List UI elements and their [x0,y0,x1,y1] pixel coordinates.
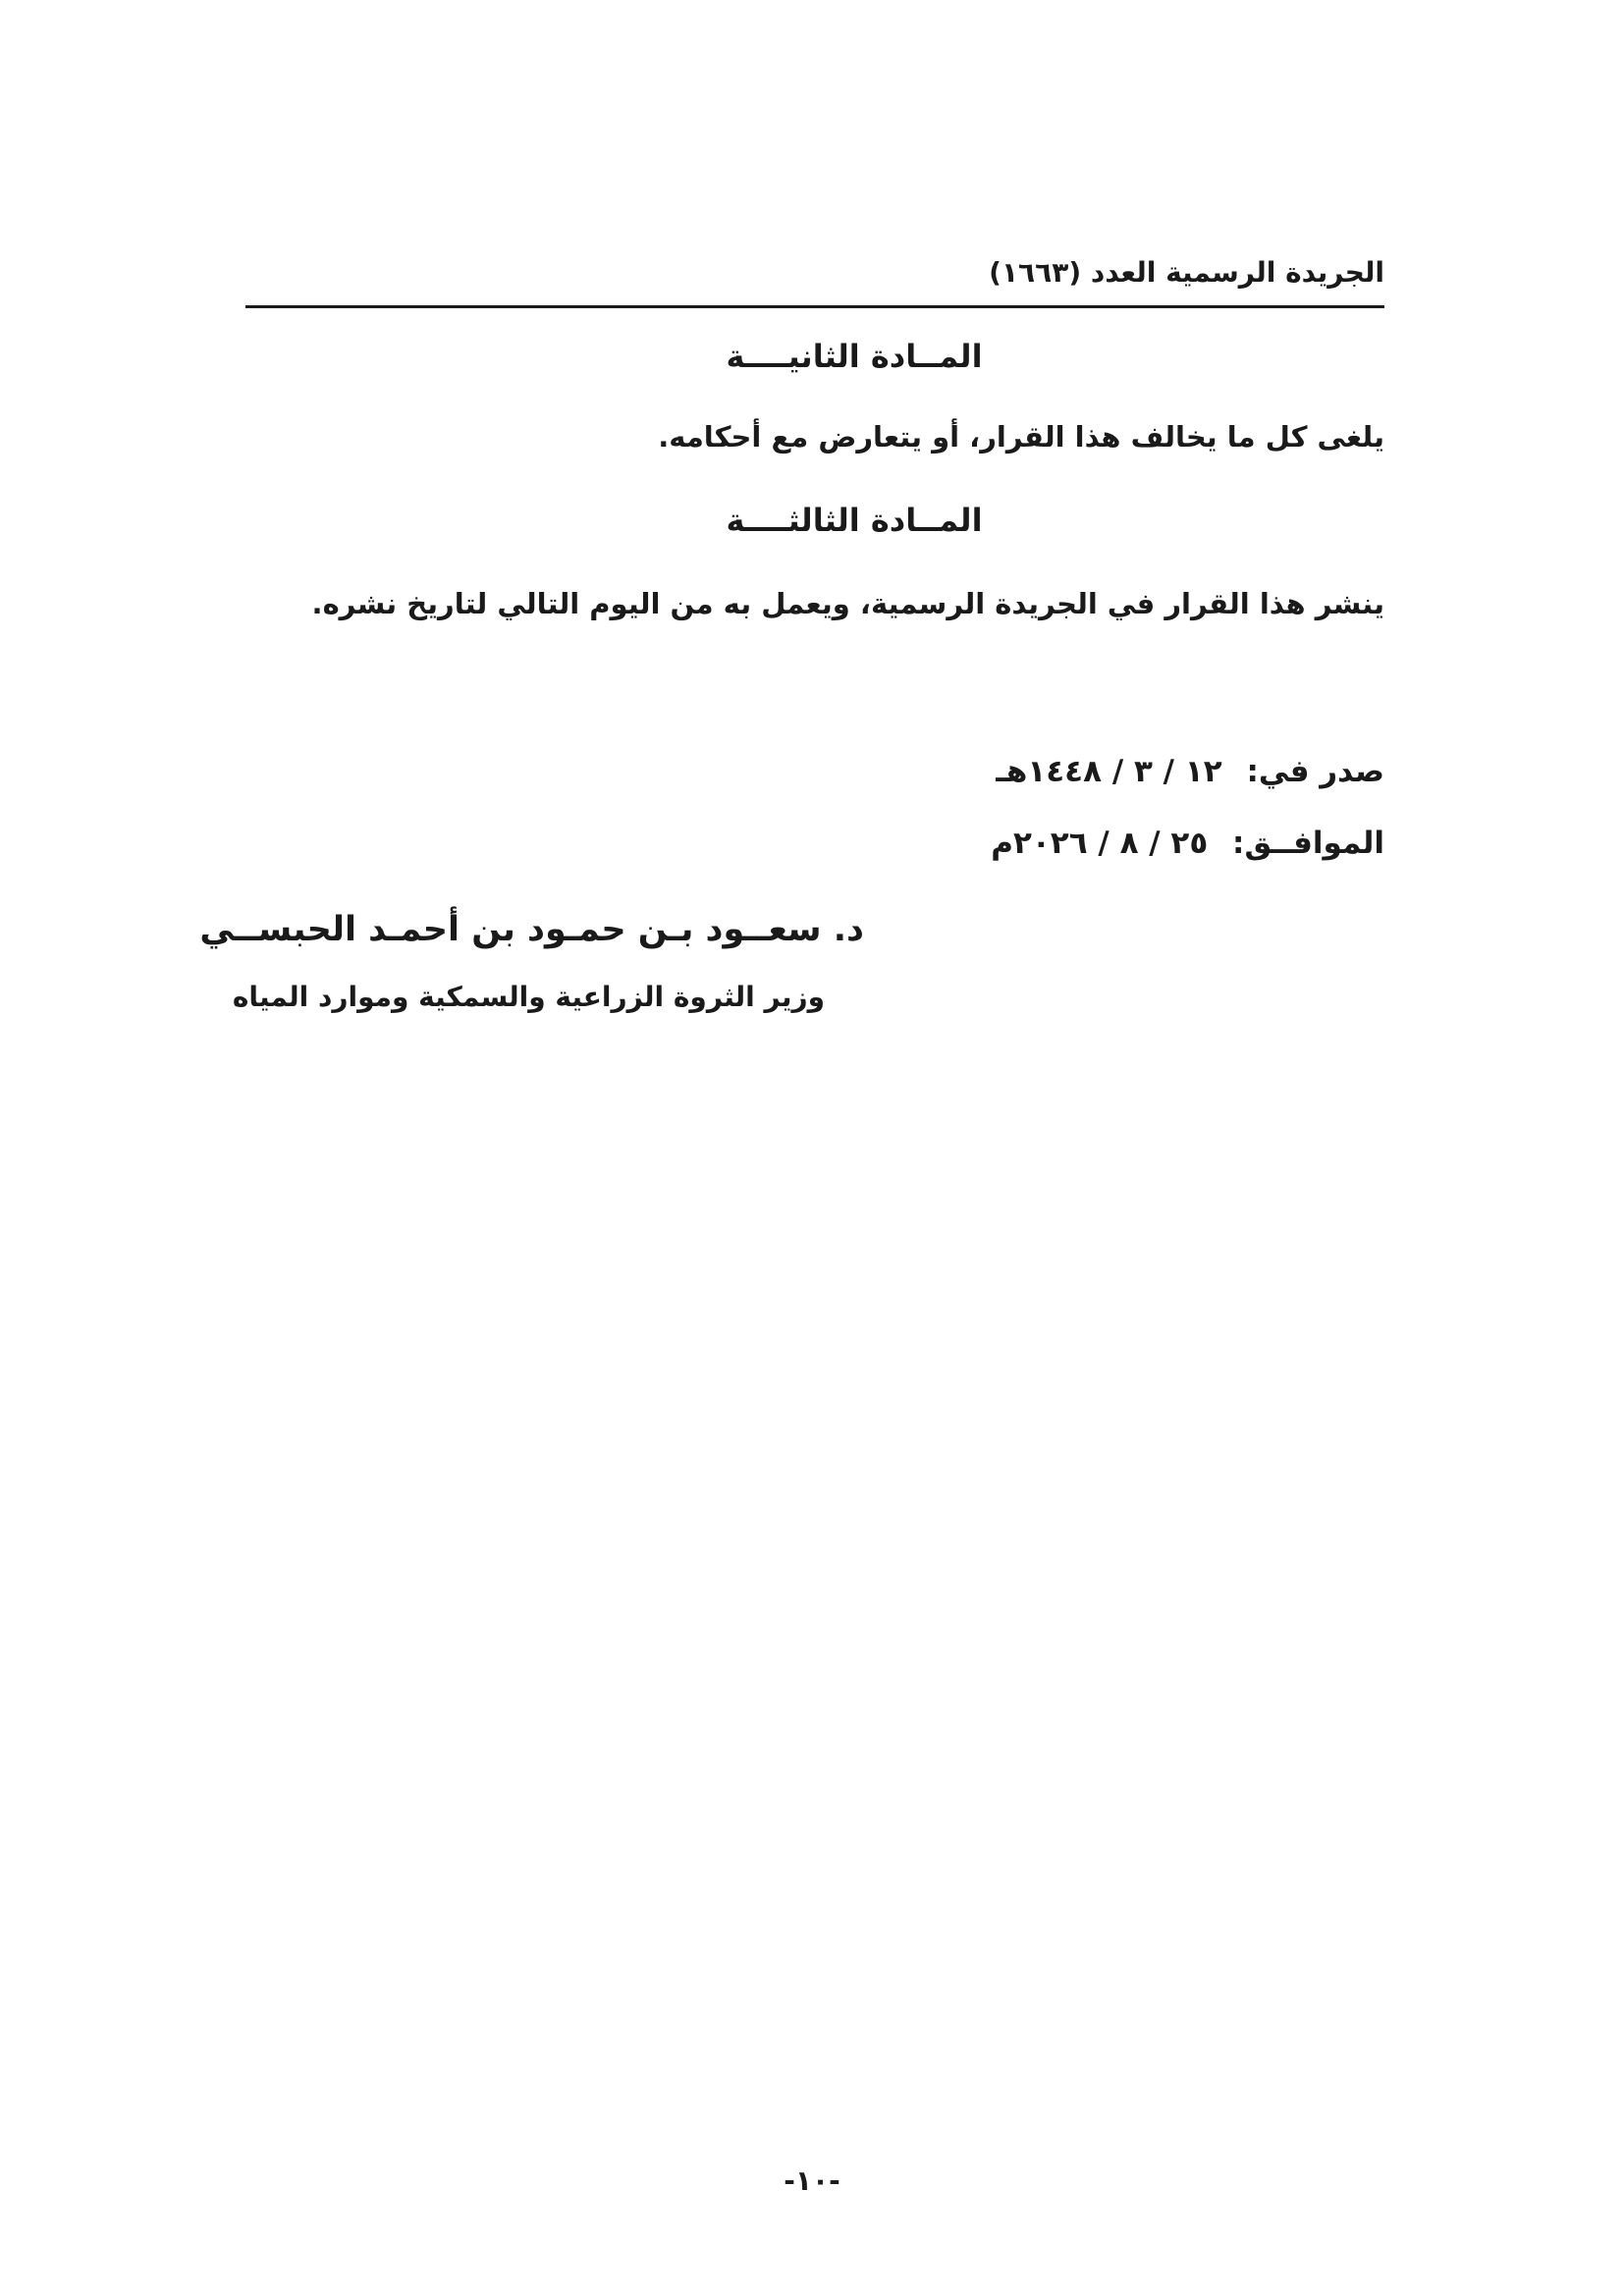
article-2-title [245,332,1384,381]
gazette-header-title: الجريدة الرسمية العدد (١٦٦٣) [989,256,1384,289]
header-divider [245,305,1384,308]
article-3-text: ينشر هذا القرار في الجريدة الرسمية، ويعمل به من اليوم التالي لتاريخ نشره. [311,587,1384,620]
signatory-name: د. سعــود بـن حمـود بن أحمـد الحبســي [199,910,864,949]
issued-date-line [245,748,1384,795]
issued-date-value: ١٢ / ٣ / ١٤٤٨هـ [996,754,1222,789]
page-number: -١٠- [784,2164,840,2197]
article-2-title-text: المــادة الثانيــــة [726,338,983,375]
issued-date-label: صدر في: [1246,754,1384,789]
corresponding-date-label: الموافــق: [1232,826,1384,861]
corresponding-date-line [245,820,1384,867]
article-3-title-text: المــادة الثالثــــة [726,502,983,539]
gazette-header [245,251,1384,306]
article-3-title [245,496,1384,545]
corresponding-date-value: ٢٥ / ٨ / ٢٠٢٦م [991,826,1209,861]
article-2-text: يلغى كل ما يخالف هذا القرار، أو يتعارض مع أحكامه. [658,420,1384,454]
signatory-title: وزير الثروة الزراعية والسمكية وموارد المياه [232,981,825,1013]
